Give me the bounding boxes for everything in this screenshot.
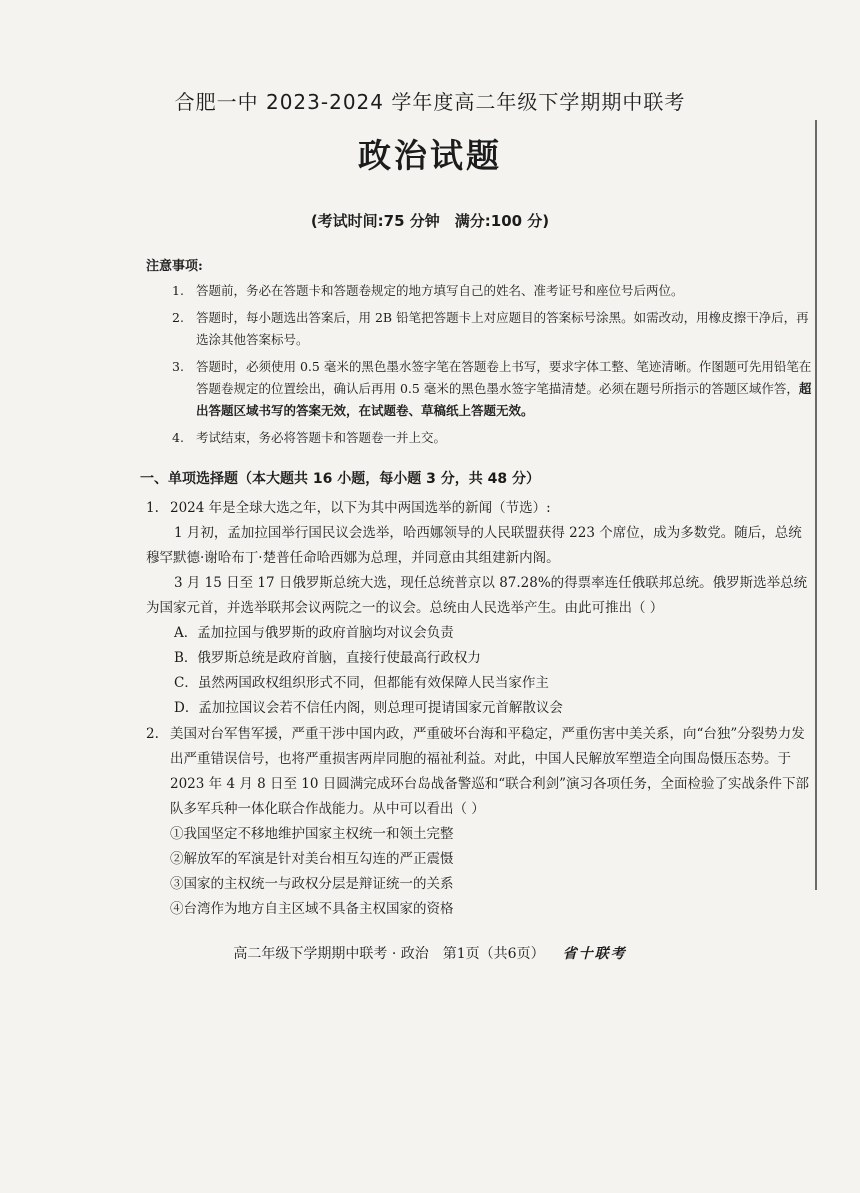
notice-item-text: 答题时，每小题选出答案后，用 2B 铅笔把答题卡上对应题目的答案标号涂黑。如需改动，用橡皮擦干净后，再选涂其他答案标号。 [196,310,809,347]
question-2 [146,722,811,922]
question-stem [146,496,811,521]
choice-4: ④台湾作为地方自主区域不具备主权国家的资格 [170,901,454,917]
notice-item [146,307,816,351]
margin-rule [815,120,817,890]
option-d: D．孟加拉国议会若不信任内阁，则总理可提请国家元首解散议会 [174,700,563,716]
notice-item-emphasis: 超出答题区域书写的答案无效，在试题卷、草稿纸上答题无效。 [196,381,812,418]
notice-item-number: 3. [172,359,184,374]
notice-item-number: 1. [172,283,184,298]
exam-name: 合肥一中 2023-2024 学年度高二年级下学期期中联考 [174,90,686,114]
option-b: B．俄罗斯总统是政府首脑，直接行使最高行政权力 [174,650,481,666]
exam-info: (考试时间:75 分钟 满分:100 分) [310,212,550,230]
notice-item [146,427,816,449]
notice-item-text: 考试结束，务必将答题卡和答题卷一并上交。 [196,430,447,445]
notice-title: 注意事项: [146,259,203,274]
option-a: A．孟加拉国与俄罗斯的政府首脑均对议会负责 [174,625,454,641]
question-stem [146,722,811,822]
page-title: 政治试题 [358,136,502,175]
notice-item [146,280,816,302]
notice-item-text: 答题时，必须使用 0.5 毫米的黑色墨水签字笔在答题卷上书写，要求字体工整、笔迹清晰。作图题可先用铅笔在答题卷规定的位置绘出，确认后再用 0.5 毫米的黑色墨水签字笔描清楚。必须在题号所指示的答题区域作答， [196,359,812,396]
choice-2: ②解放军的军演是针对美台相互勾连的严正震慑 [170,851,454,867]
section-title: 一、单项选择题（本大题共 16 小题，每小题 3 分，共 48 分） [140,471,540,487]
question-number: 2. [146,726,159,742]
question-stem-text: 2024 年是全球大选之年，以下为其中两国选举的新闻（节选）: [170,500,551,516]
question-paragraph: 1 月初，孟加拉国举行国民议会选举，哈西娜领导的人民联盟获得 223 个席位，成为多数党。随后，总统穆罕默德·谢哈布丁·楚普任命哈西娜为总理，并同意由其组建新内阁。 [146,525,802,566]
notice-item-number: 4. [172,430,184,445]
notice-item-text: 答题前，务必在答题卡和答题卷规定的地方填写自己的姓名、准考证号和座位号后两位。 [196,283,684,298]
question-number: 1. [146,500,159,516]
question-paragraph: 3 月 15 日至 17 日俄罗斯总统大选，现任总统普京以 87.28%的得票率连任俄联邦总统。俄罗斯选举总统为国家元首，并选举联邦会议两院之一的议会。总统由人民选举产生。由此可推出（ ） [146,575,808,616]
notice-item [146,356,816,422]
question-stem-text: 美国对台军售军援，严重干涉中国内政，严重破坏台海和平稳定，严重伤害中美关系，向“台独”分裂势力发出严重错误信号，也将严重损害两岸同胞的福祉利益。对此，中国人民解放军塑造全向围岛慑压态势。于 2023 年 4 月 8 日至 10 日圆满完成环台岛战备警巡和“联合利剑”演习各项任务，全面检验了实战条件下部队多军兵种一体化联合作战能力。从中可以看出（ ） [170,726,810,817]
page-footer [0,943,860,963]
choice-1: ①我国坚定不移地维护国家主权统一和领土完整 [170,826,454,842]
notice-item-number: 2. [172,310,184,325]
notice-block [146,256,816,454]
choice-3: ③国家的主权统一与政权分层是辩证统一的关系 [170,876,454,892]
footer-text: 高二年级下学期期中联考 · 政治 第1页（共6页） [233,946,545,962]
footer-mark: 省十联考 [562,946,627,962]
question-1 [146,496,811,721]
option-c: C．虽然两国政权组织形式不同，但都能有效保障人民当家作主 [174,675,549,691]
